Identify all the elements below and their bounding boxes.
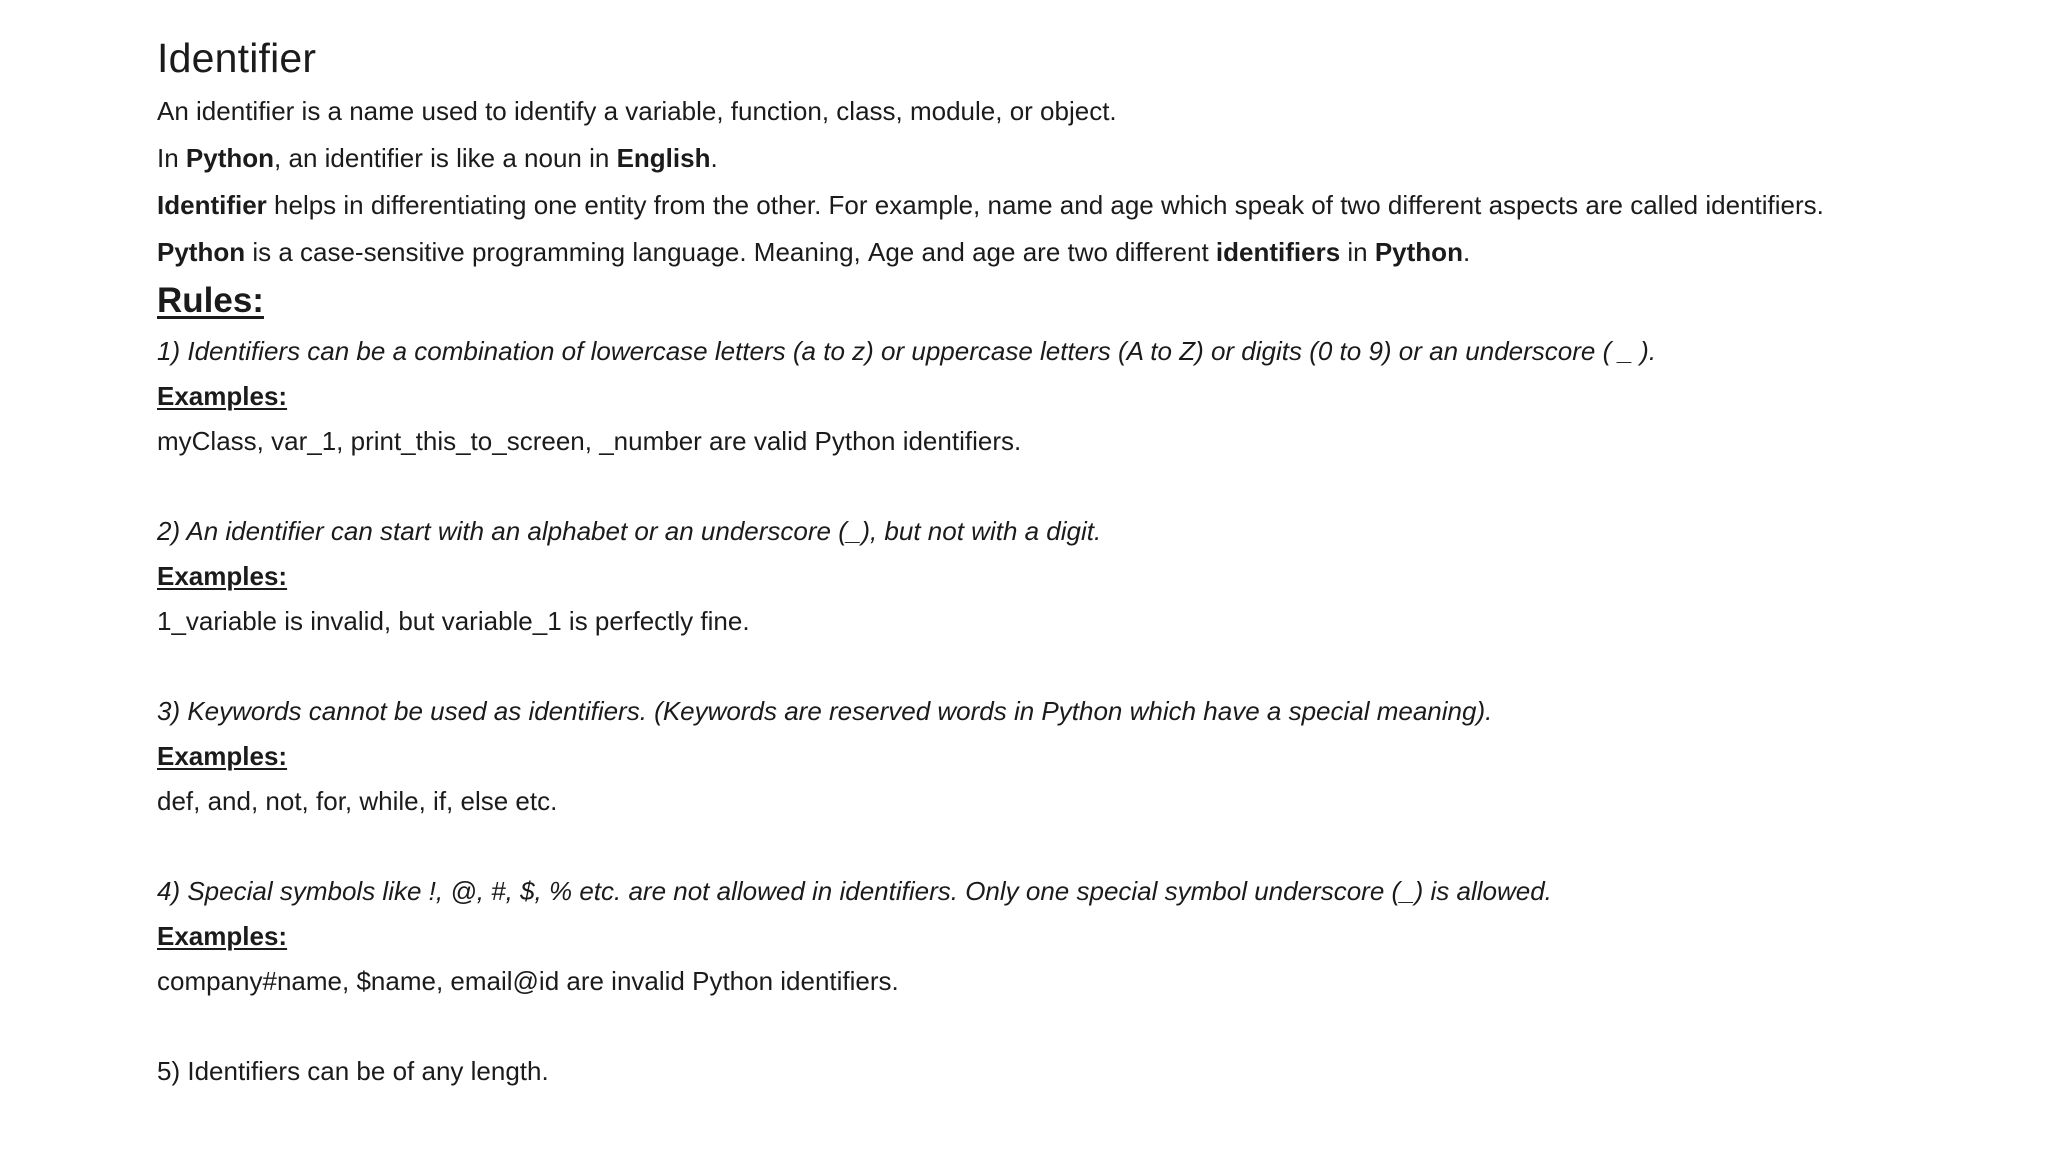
intro-text: is like a noun in [422,143,617,173]
intro-text: In [157,143,186,173]
rule-1-examples: myClass, var_1, print_this_to_screen, _number are valid Python identifiers. [157,426,1022,456]
rule-3-examples-label: Examples: [157,741,288,771]
rule-4-text: 4) Special symbols like !, @, #, $, % etc. are not allowed in identifiers. Only one special symbol underscore (_) is allowed. [157,876,1552,906]
intro-text: which speak of two different aspects are called [1153,190,1706,220]
intro-line-1 [157,88,2017,135]
intro-bold: English [616,143,711,173]
intro-text: is a name used to identify a variable, function, class, module, or object. [294,96,1117,126]
intro-line-4 [157,229,2017,276]
rule-2-text: 2) An identifier can start with an alphabet or an underscore (_), but not with a digit. [157,516,1102,546]
intro-text: . [1462,237,1471,267]
rule-3-examples: def, and, not, for, while, if, else etc. [157,786,558,816]
rule-1-text: 1) Identifiers can be a combination of lowercase letters (a to z) or uppercase letters (A to Z) or digits (0 to 9) or an underscore ( _ ). [157,336,1657,366]
intro-keyword: name [987,190,1053,220]
intro-text: , an [274,143,325,173]
rule-1-examples-label: Examples: [157,381,288,411]
rule-4-examples: company#name, $name, email@id are invalid Python identifiers. [157,966,899,996]
rule-2-examples-label: Examples: [157,561,288,591]
intro-keyword: age [1110,190,1154,220]
intro-line-2 [157,135,2017,182]
intro-text: . [710,143,718,173]
page-title: Identifier [157,35,317,81]
intro-bold: identifiers [1215,237,1341,267]
rules-heading: Rules: [157,281,264,320]
intro-bold: Python [1374,237,1463,267]
intro-bold: Identifier [157,190,267,220]
spacer [157,644,2017,688]
intro-text: . [1816,190,1824,220]
intro-bold: Python [157,237,246,267]
intro-bold: Python [185,143,275,173]
intro-text: and [1052,190,1111,220]
rule-5-text: 5) Identifiers can be of any length. [157,1056,549,1086]
intro-text: are two different [1015,237,1216,267]
spacer [157,824,2017,868]
intro-line-3 [157,182,2017,229]
intro-text: is a case-sensitive programming language. Meaning, [245,237,868,267]
spacer [157,1004,2017,1048]
intro-text: and [914,237,973,267]
rule-4-examples-label: Examples: [157,921,288,951]
intro-keyword: identifier [324,143,423,173]
rule-3-text: 3) Keywords cannot be used as identifiers. (Keywords are reserved words in Python which have a special meaning). [157,696,1493,726]
spacer [157,464,2017,508]
intro-keyword: Age [868,237,915,267]
intro-keyword: identifier [196,96,295,126]
intro-text: in [1340,237,1375,267]
rule-2-examples: 1_variable is invalid, but variable_1 is perfectly fine. [157,606,750,636]
slide-content [157,28,2017,1094]
intro-keyword: identifiers [1705,190,1817,220]
intro-text: An [157,96,197,126]
intro-keyword: age [972,237,1016,267]
intro-text: helps in differentiating one entity from the other. For example, [266,190,988,220]
